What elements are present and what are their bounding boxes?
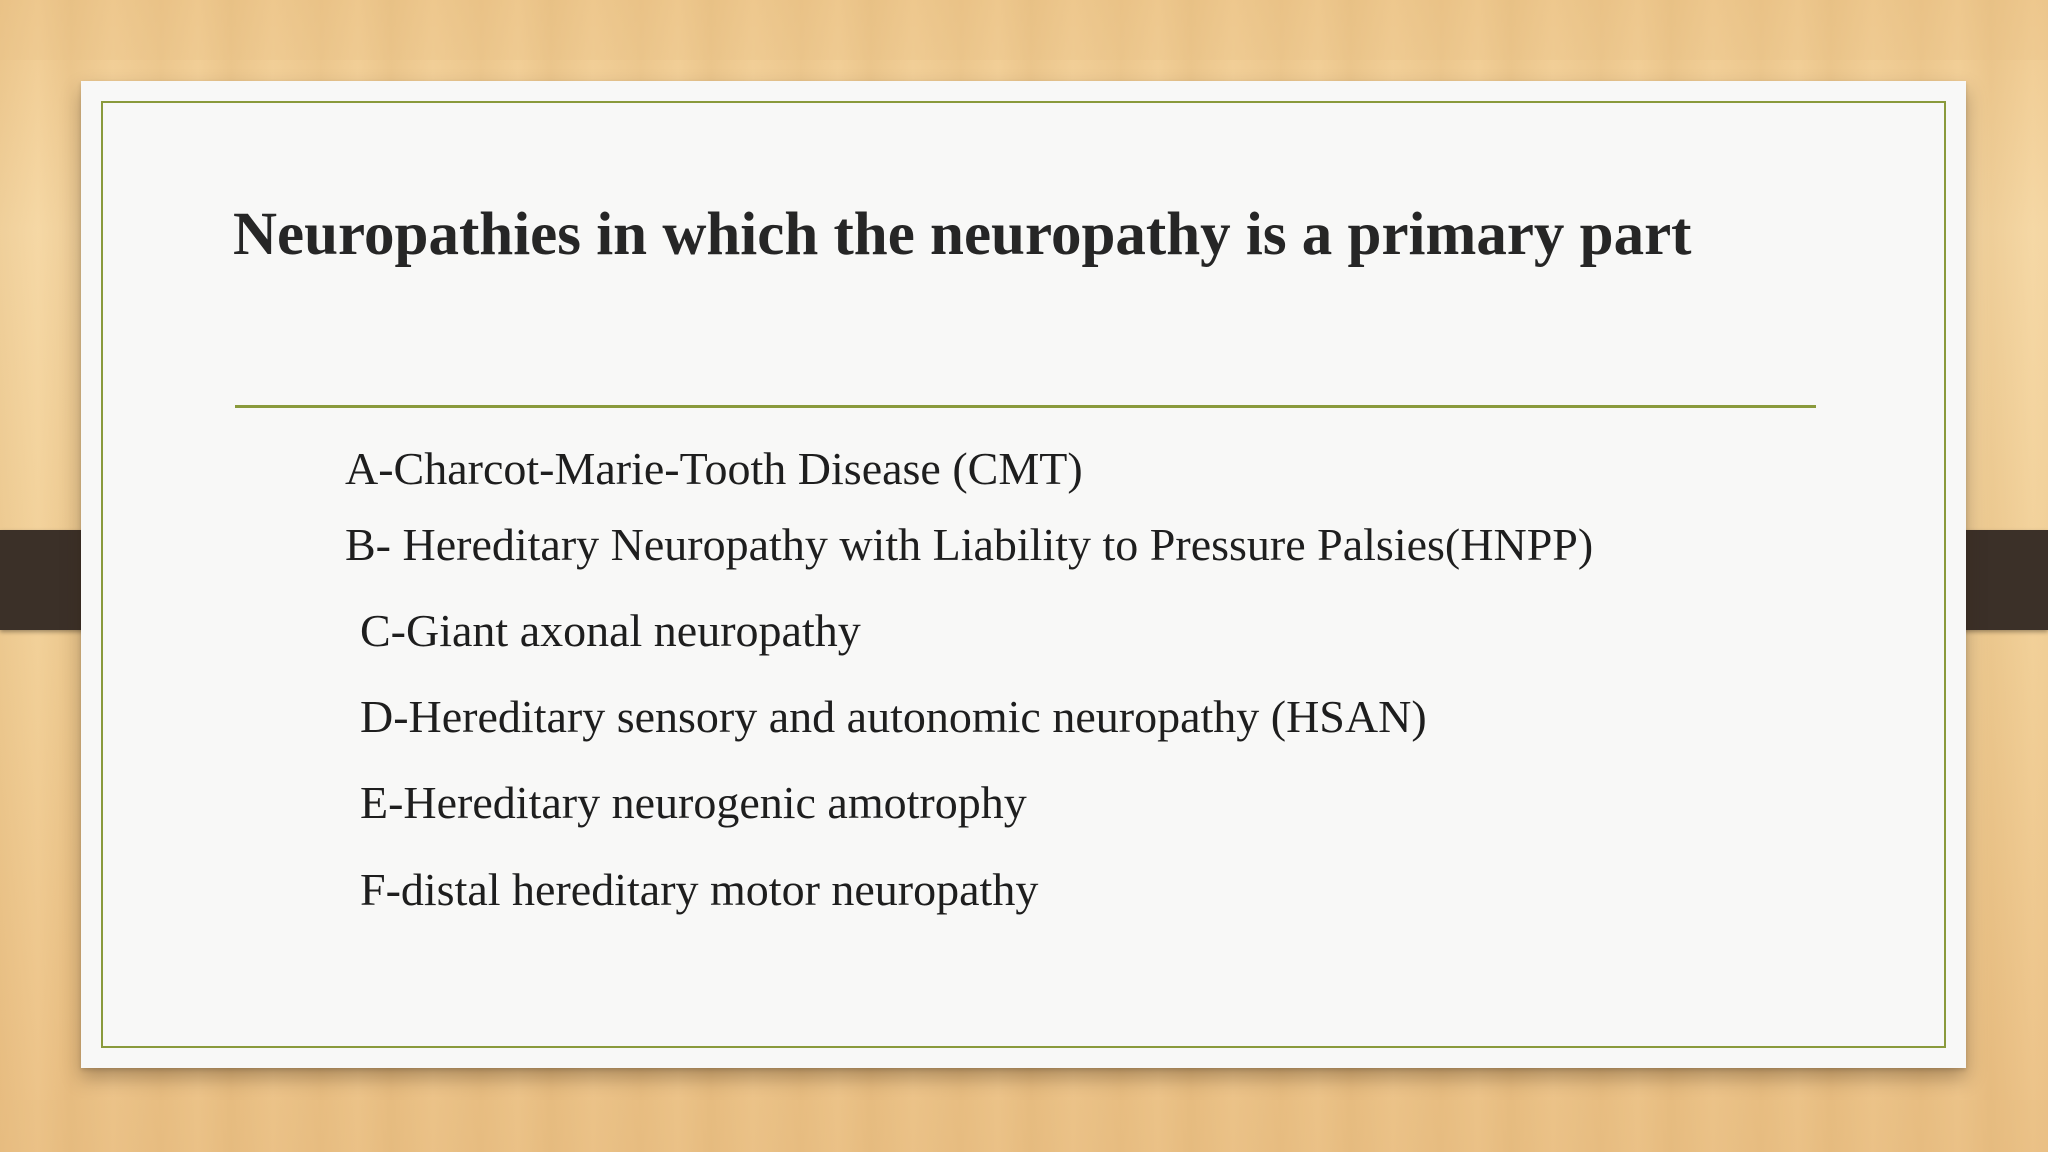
list-item: D-Hereditary sensory and autonomic neuropathy (HSAN) (360, 691, 1427, 742)
list-item: C-Giant axonal neuropathy (360, 605, 861, 656)
wood-texture (0, 0, 2048, 60)
slide-title: Neuropathies in which the neuropathy is a primary part (233, 201, 1692, 268)
list-item: F-distal hereditary motor neuropathy (360, 864, 1039, 915)
list-item: A-Charcot-Marie-Tooth Disease (CMT) (345, 443, 1083, 494)
slide-paper (81, 81, 1966, 1068)
list-item: B- Hereditary Neuropathy with Liability to Pressure Palsies(HNPP) (345, 519, 1594, 570)
wood-texture (0, 1100, 2048, 1152)
list-item: E-Hereditary neurogenic amotrophy (360, 777, 1027, 828)
title-divider (235, 405, 1816, 408)
